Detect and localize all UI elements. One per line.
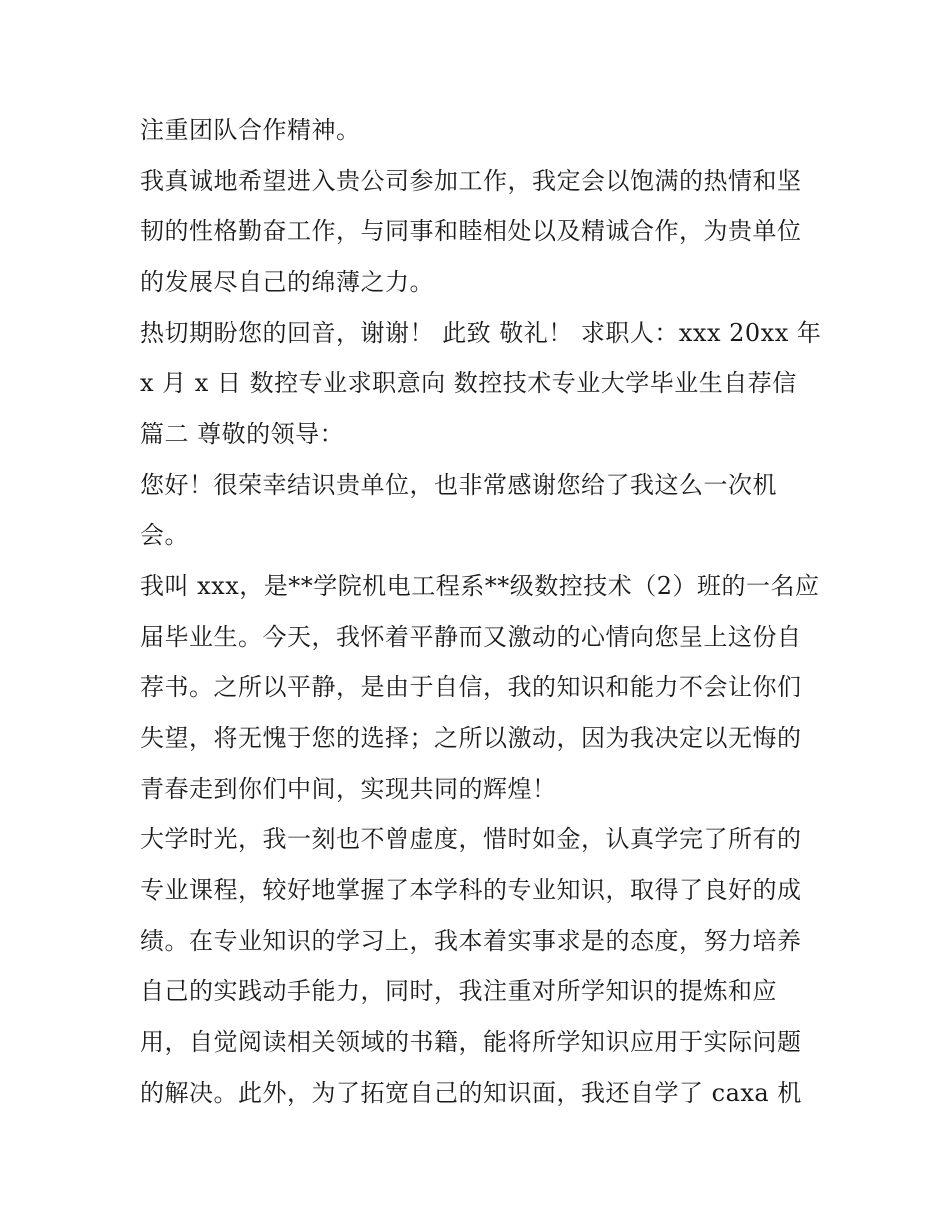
text-line: x 月 x 日 数控专业求职意向 数控技术专业大学毕业生自荐信 (140, 369, 797, 397)
text-line: 专业课程，较好地掌握了本学科的专业知识，取得了良好的成 (140, 876, 802, 904)
text-line: 注重团队合作精神。 (140, 116, 361, 144)
text-line: 韧的性格勤奋工作，与同事和睦相处以及精诚合作，为贵单位 (140, 217, 802, 245)
text-line: 的发展尽自己的绵薄之力。 (140, 268, 434, 296)
text-line: 篇二 尊敬的领导： (140, 420, 345, 448)
text-line: 我真诚地希望进入贵公司参加工作，我定会以饱满的热情和坚 (140, 167, 802, 195)
text-line: 会。 (140, 521, 189, 549)
text-line: 我叫 xxx，是**学院机电工程系**级数控技术（2）班的一名应 (140, 572, 820, 600)
text-line: 的解决。此外，为了拓宽自己的知识面，我还自学了 caxa 机 (140, 1079, 802, 1107)
text-line: 您好！很荣幸结识贵单位，也非常感谢您给了我这么一次机 (140, 471, 777, 499)
text-line: 热切期盼您的回音，谢谢！ 此致 敬礼！ 求职人：xxx 20xx 年 (140, 319, 822, 347)
text-line: 自己的实践动手能力，同时，我注重对所学知识的提炼和应 (140, 977, 777, 1005)
text-line: 大学时光，我一刻也不曾虚度，惜时如金，认真学完了所有的 (140, 825, 802, 853)
text-line: 荐书。之所以平静，是由于自信，我的知识和能力不会让你们 (140, 673, 802, 701)
text-line: 届毕业生。今天，我怀着平静而又激动的心情向您呈上这份自 (140, 623, 802, 651)
text-line: 失望，将无愧于您的选择；之所以激动，因为我决定以无悔的 (140, 724, 802, 752)
text-line: 青春走到你们中间，实现共同的辉煌！ (140, 775, 557, 803)
text-line: 绩。在专业知识的学习上，我本着实事求是的态度，努力培养 (140, 927, 802, 955)
text-line: 用，自觉阅读相关领域的书籍，能将所学知识应用于实际问题 (140, 1028, 802, 1056)
